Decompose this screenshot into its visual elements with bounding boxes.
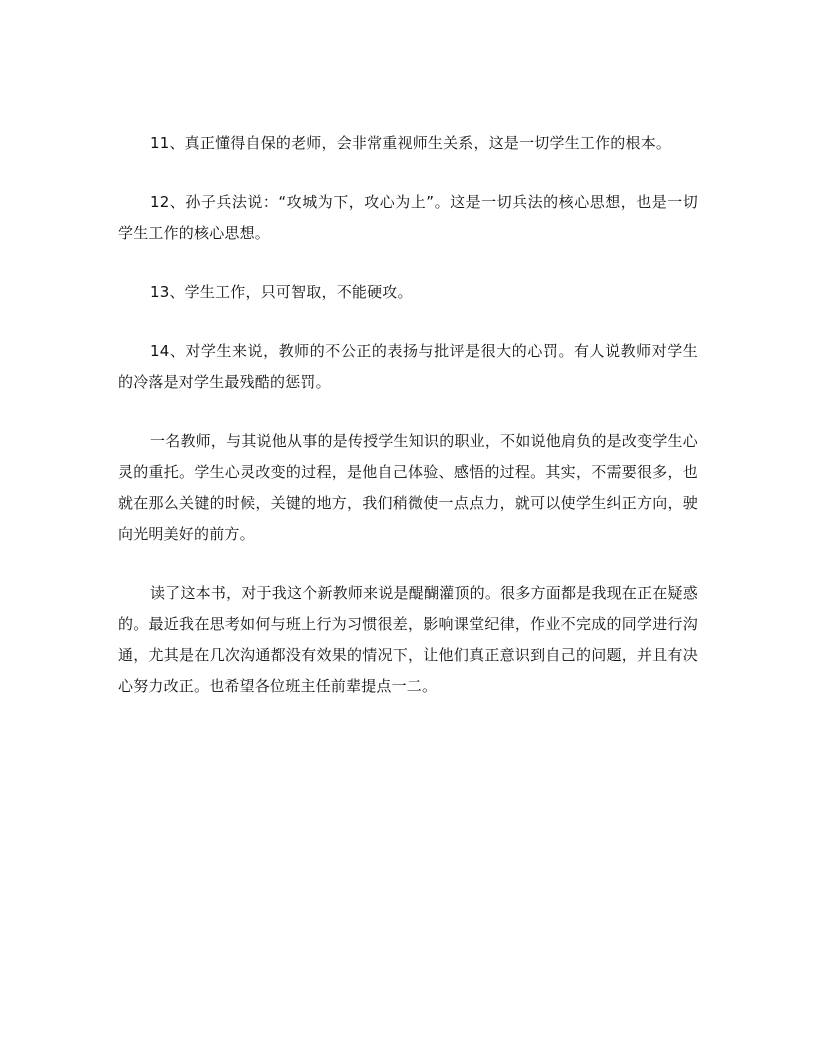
document-body <box>118 128 698 730</box>
paragraph-12: 12、孙子兵法说：“攻城为下，攻心为上”。这是一切兵法的核心思想，也是一切学生工作的核心思想。 <box>118 193 698 242</box>
paragraph-teacher-role: 一名教师，与其说他从事的是传授学生知识的职业，不如说他肩负的是改变学生心灵的重托。学生心灵改变的过程，是他自己体验、感悟的过程。其实，不需要很多，也就在那么关键的时候，关键的地方，我们稍微使一点点力，就可以使学生纠正方向，驶向光明美好的前方。 <box>118 432 698 543</box>
paragraph-14: 14、对学生来说，教师的不公正的表扬与批评是很大的心罚。有人说教师对学生的冷落是对学生最残酷的惩罚。 <box>118 342 698 391</box>
paragraph-reflection: 读了这本书，对于我这个新教师来说是醍醐灌顶的。很多方面都是我现在正在疑惑的。最近我在思考如何与班上行为习惯很差，影响课堂纪律，作业不完成的同学进行沟通，尤其是在几次沟通都没有效果的情况下，让他们真正意识到自己的问题，并且有决心努力改正。也希望各位班主任前辈提点一二。 <box>118 584 698 695</box>
paragraph-11: 11、真正懂得自保的老师，会非常重视师生关系，这是一切学生工作的根本。 <box>150 134 672 152</box>
paragraph-13: 13、学生工作，只可智取，不能硬攻。 <box>150 283 413 301</box>
